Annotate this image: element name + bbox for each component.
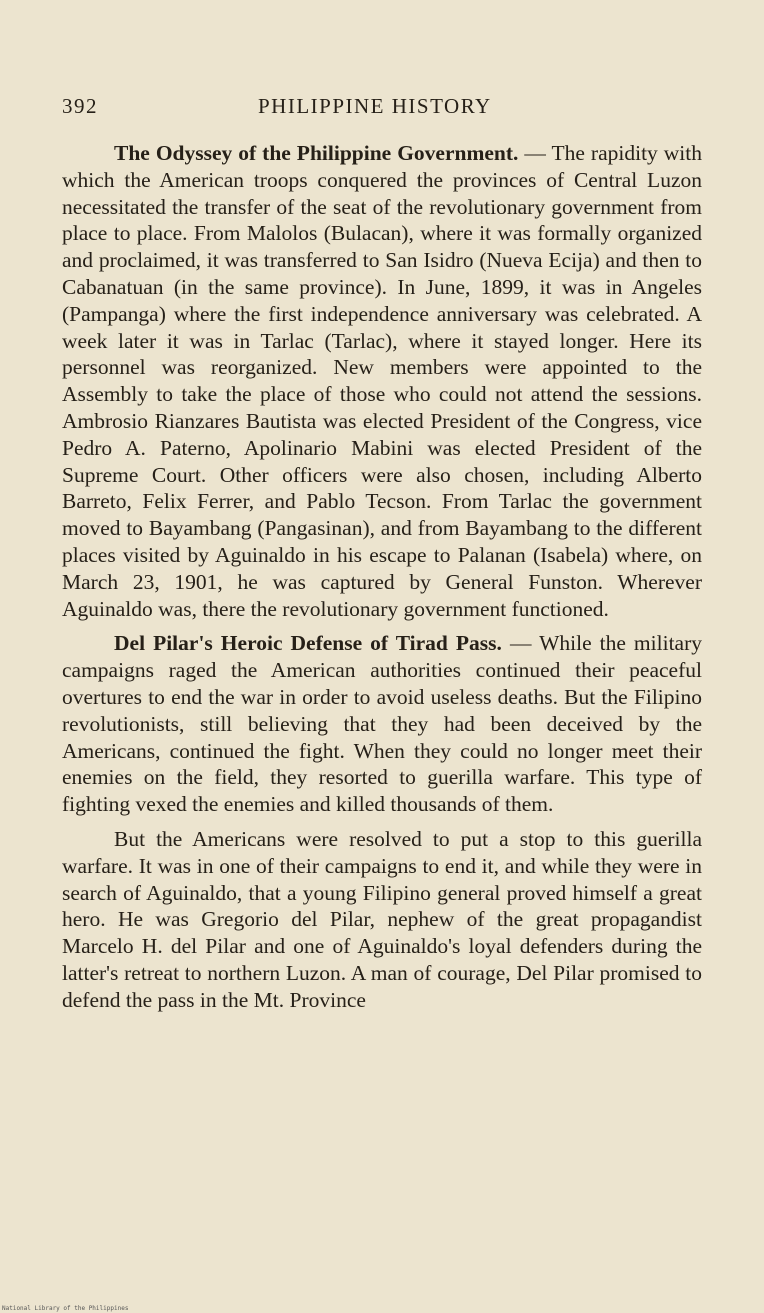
running-head: PHILIPPINE HISTORY [258, 94, 492, 118]
paragraph-text: — The rapidity with which the American troops conquered the provinces of Central Luzon necessitated the transfer of the seat of the revolutionary government from place to place. From Malolos (Bulacan), where it was formally organized and proclaimed, it was transferred to San Isidro (Nueva Ecija) and then to Cabanatuan (in the same province). In June, 1899, it was in Angeles (Pampanga) where the first independence anniversary was celebrated. A week later it was in Tarlac (Tarlac), where it stayed longer. Here its personnel was reorganized. New members were appointed to the Assembly to take the place of those who could not attend the sessions. Ambrosio Rianzares Bautista was elected President of the Congress, vice Pedro A. Paterno, Apolinario Mabini was elected President of the Supreme Court. Other officers were also chosen, including Alberto Barreto, Felix Ferrer, and Pablo Tecson. From Tarlac the government moved to Bayambang (Pangasinan), and from Bayambang to the different places visited by Aguinaldo in his escape to Palanan (Isabela) where, on March 23, 1901, he was captured by General Funston. Wherever Aguinaldo was, there the revolutionary government functioned. [62, 141, 702, 621]
page-number: 392 [62, 94, 98, 118]
body-text [62, 140, 702, 1014]
section-heading: Del Pilar's Heroic Defense of Tirad Pass. [114, 631, 502, 656]
paragraph [62, 140, 702, 622]
section-heading: The Odyssey of the Philippine Government. [114, 141, 519, 165]
paragraph [62, 826, 702, 1014]
paragraph-text: — While the military campaigns raged the American authorities continued their peaceful overtures to end the war in order to avoid useless deaths. But the Filipino revolutionists, still believing that they had been deceived by the Americans, continued the fight. When they could no longer meet their enemies on the field, they resorted to guerilla warfare. This type of fighting vexed the enemies and killed thousands of them. [62, 631, 702, 817]
page-header [62, 94, 702, 128]
library-credit: National Library of the Philippines [2, 1305, 129, 1312]
paragraph [62, 630, 702, 818]
paragraph-text: But the Americans were resolved to put a stop to this guerilla warfare. It was in one of their campaigns to end it, and while they were in search of Aguinaldo, that a young Filipino general proved himself a great hero. He was Gregorio del Pilar, nephew of the great propagandist Marcelo H. del Pilar and one of Aguinaldo's loyal defenders during the latter's retreat to northern Luzon. A man of courage, Del Pilar promised to defend the pass in the Mt. Province [62, 826, 702, 1012]
